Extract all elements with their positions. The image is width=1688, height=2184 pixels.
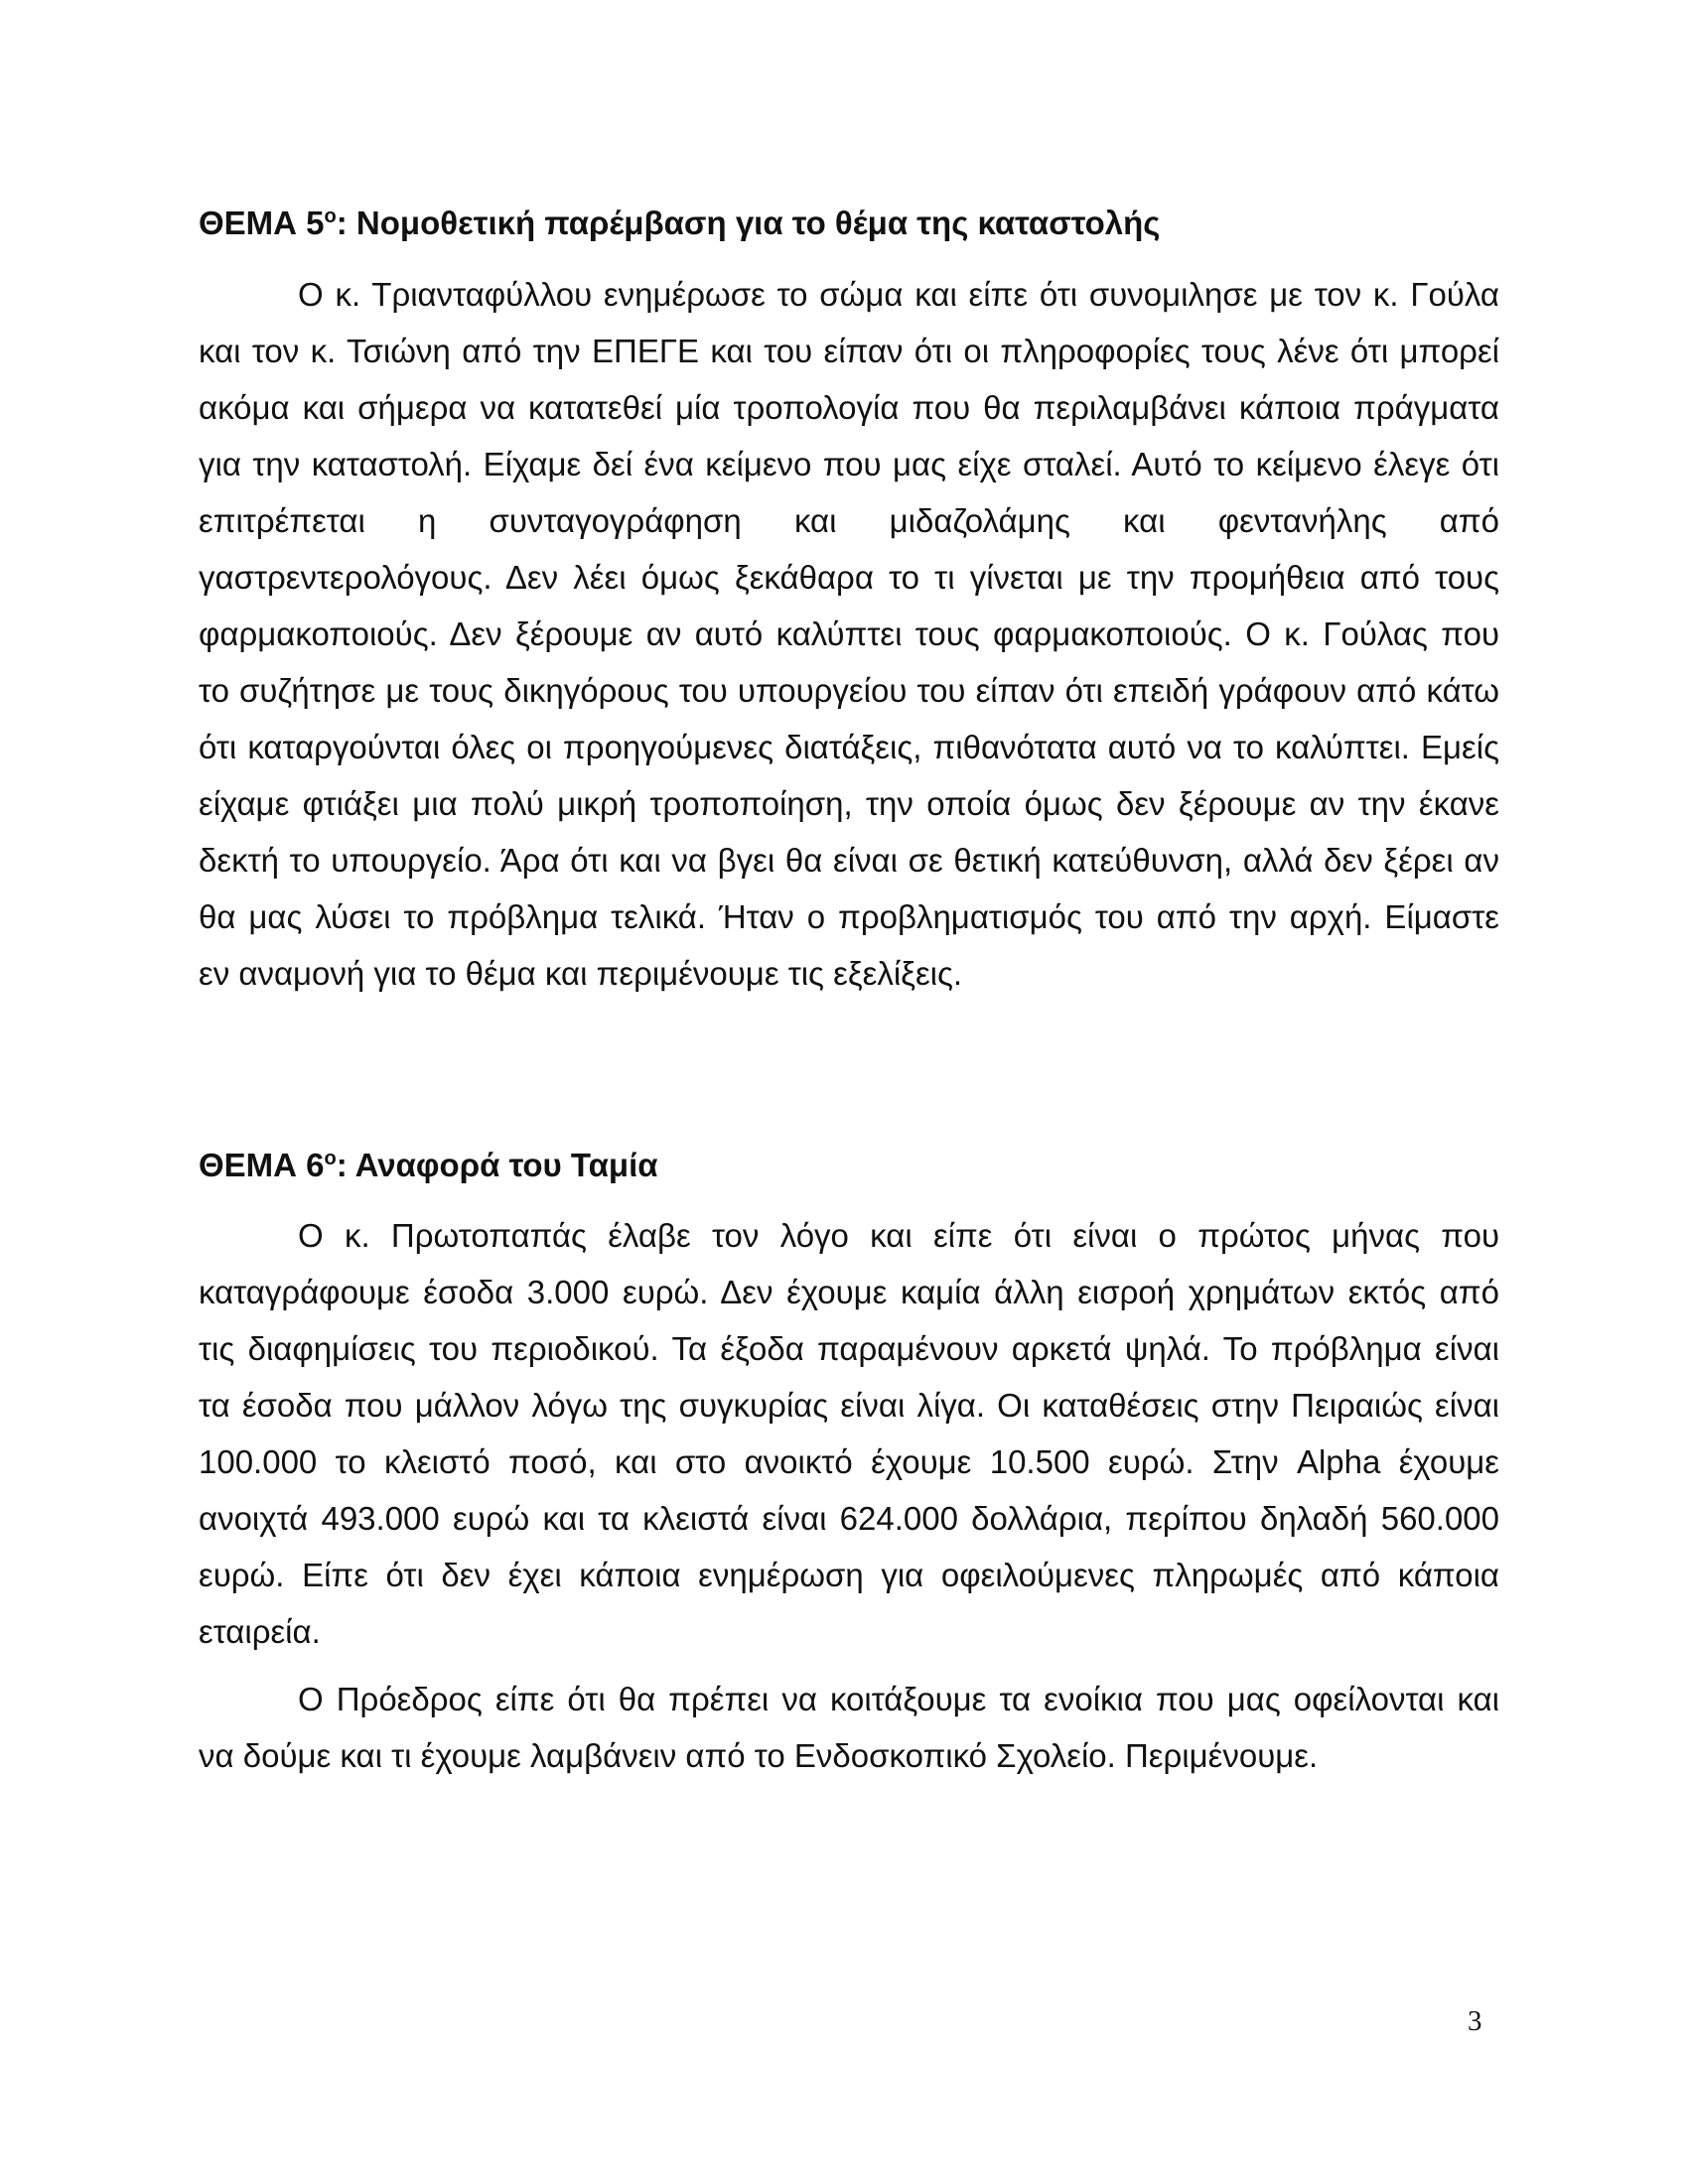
text-line: Ο κ. Πρωτοπαπάς έλαβε τον λόγο και είπε ότι είναι ο πρώτος μήνας που — [298, 1217, 1499, 1254]
text-line: Ο Πρόεδρος είπε ότι θα πρέπει να κοιτάξουμε τα ενοίκια που μας οφείλονται και — [298, 1681, 1499, 1717]
text-line: το συζήτησε με τους δικηγόρους του υπουργείου του είπαν ότι επειδή γράφουν από κάτω — [199, 672, 1499, 709]
section-heading-5 — [199, 197, 1499, 243]
section-5-paragraph-1 — [199, 266, 1499, 1002]
heading-title: : Νομοθετική παρέμβαση για το θέμα της καταστολής — [336, 205, 1161, 241]
section-heading-6 — [199, 1139, 1499, 1185]
text-line: για την καταστολή. Είχαμε δεί ένα κείμενο που μας είχε σταλεί. Αυτό το κείμενο έλεγε ότι — [199, 446, 1499, 482]
text-line: ότι καταργούνται όλες οι προηγούμενες διατάξεις, πιθανότατα αυτό να το καλύπτει. Εμείς — [199, 729, 1499, 765]
text-line: να δούμε και τι έχουμε λαμβάνειν από το Ενδοσκοπικό Σχολείο. Περιμένουμε. — [199, 1737, 1319, 1774]
text-line: εταιρεία. — [199, 1613, 321, 1650]
text-line: τις διαφημίσεις του περιοδικού. Τα έξοδα παραμένουν αρκετά ψηλά. Το πρόβλημα είναι — [199, 1330, 1499, 1367]
text-line: φαρμακοποιούς. Δεν ξέρουμε αν αυτό καλύπτει τους φαρμακοποιούς. Ο κ. Γούλας που — [199, 615, 1499, 652]
text-line: και τον κ. Τσιώνη από την ΕΠΕΓΕ και του είπαν ότι οι πληροφορίες τους λένε ότι μπορεί — [199, 333, 1499, 369]
text-line: εν αναμονή για το θέμα και περιμένουμε τις εξελίξεις. — [199, 955, 963, 992]
section-6-paragraph-1 — [199, 1207, 1499, 1660]
page-number: 3 — [1468, 2005, 1482, 2037]
heading-prefix: ΘΕΜΑ 6 — [199, 1147, 325, 1183]
text-line: Ο κ. Τριανταφύλλου ενημέρωσε το σώμα και είπε ότι συνομιλησε με τον κ. Γούλα — [298, 276, 1499, 313]
text-line: τα έσοδα που μάλλον λόγω της συγκυρίας είναι λίγα. Οι καταθέσεις στην Πειραιώς είναι — [199, 1387, 1499, 1424]
text-line: ευρώ. Είπε ότι δεν έχει κάποια ενημέρωση για οφειλούμενες πληρωμές από κάποια — [199, 1557, 1499, 1593]
text-line: γαστρεντερολόγους. Δεν λέει όμως ξεκάθαρα το τι γίνεται με την προμήθεια από τους — [199, 559, 1499, 596]
heading-title: : Αναφορά του Ταμία — [336, 1147, 658, 1183]
text-line: ανοιχτά 493.000 ευρώ και τα κλειστά είναι 624.000 δολλάρια, περίπου δηλαδή 560.000 — [199, 1500, 1499, 1537]
text-line: ακόμα και σήμερα να κατατεθεί μία τροπολογία που θα περιλαμβάνει κάποια πράγματα — [199, 389, 1499, 426]
heading-prefix: ΘΕΜΑ 5 — [199, 205, 325, 241]
text-line: 100.000 το κλειστό ποσό, και στο ανοικτό έχουμε 10.500 ευρώ. Στην Alpha έχουμε — [199, 1443, 1499, 1480]
section-6-paragraph-2 — [199, 1671, 1499, 1784]
text-line: δεκτή το υπουργείο. Άρα ότι και να βγει θα είναι σε θετική κατεύθυνση, αλλά δεν ξέρει αν — [199, 842, 1499, 879]
text-line: καταγράφουμε έσοδα 3.000 ευρώ. Δεν έχουμε καμία άλλη εισροή χρημάτων εκτός από — [199, 1274, 1499, 1310]
heading-superscript: ο — [324, 1148, 337, 1169]
text-line: είχαμε φτιάξει μια πολύ μικρή τροποποίηση, την οποία όμως δεν ξέρουμε αν την έκανε — [199, 785, 1499, 822]
text-line: επιτρέπεται η συνταγογράφηση και μιδαζολάμης και φεντανήλης από — [199, 502, 1499, 539]
heading-superscript: ο — [324, 205, 337, 227]
text-line: θα μας λύσει το πρόβλημα τελικά. Ήταν ο προβληματισμός του από την αρχή. Είμαστε — [199, 898, 1499, 935]
